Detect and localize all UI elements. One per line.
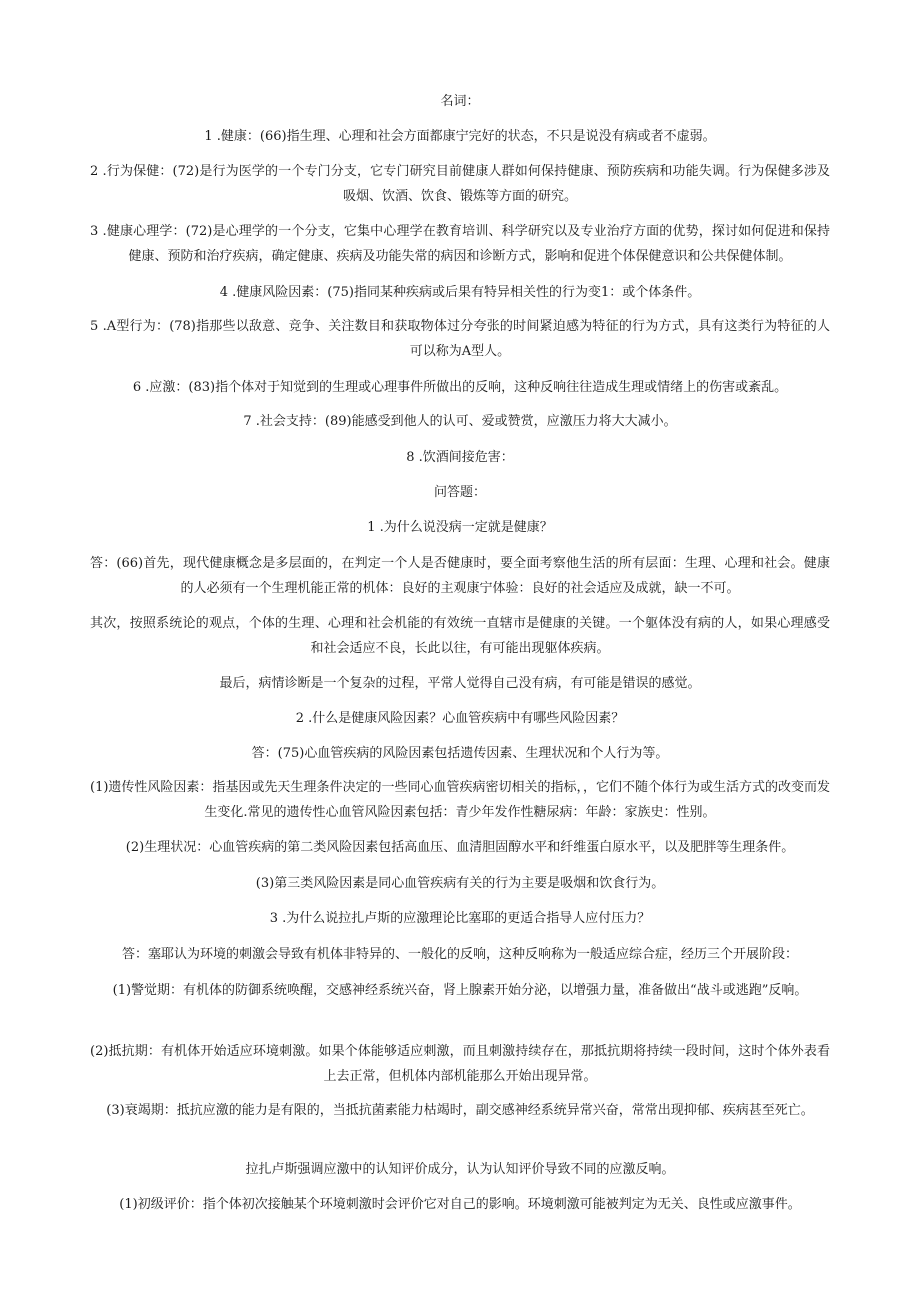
term-5: 5 .A型行为：(78)指那些以敌意、竞争、关注数目和获取物体过分夸张的时间紧迫感为特征的行为方式，具有这类行为特征的人可以称为A型人。 bbox=[90, 319, 830, 359]
answer-2-para-3: (2)生理状况：心血管疾病的第二类风险因素包括高血压、血清胆固醇水平和纤维蛋白原水平，以及肥胖等生理条件。 bbox=[125, 840, 795, 855]
term-7: 7 .社会支持：(89)能感受到他人的认可、爱或赞赏，应激压力将大大减小。 bbox=[243, 414, 677, 429]
heading-terms: 名词： bbox=[440, 94, 480, 109]
question-1: 1 .为什么说没病一定就是健康？ bbox=[367, 520, 553, 535]
term-8: 8 .饮酒间接危害： bbox=[406, 450, 514, 465]
answer-3-para-2: (1)警觉期：有机体的防御系统唤醒，交感神经系统兴奋，肾上腺素开始分泌，以增强力量，准备做出“战斗或逃跑”反响。 bbox=[112, 983, 808, 998]
term-6: 6 .应激：(83)指个体对于知觉到的生理或心理事件所做出的反响，这种反响往往造成生理或情绪上的伤害或紊乱。 bbox=[132, 380, 788, 395]
heading-qa: 问答题： bbox=[433, 485, 486, 500]
term-2: 2 .行为保健：(72)是行为医学的一个专门分支，它专门研究目前健康人群如何保持健康、预防疾病和功能失调。行为保健多涉及吸烟、饮酒、饮食、锻炼等方面的研究。 bbox=[90, 164, 830, 204]
answer-3-para-5: 拉扎卢斯强调应激中的认知评价成分，认为认知评价导致不同的应激反响。 bbox=[245, 1162, 675, 1177]
answer-1-para-3: 最后，病情诊断是一个复杂的过程，平常人觉得自己没有病，有可能是错误的感觉。 bbox=[219, 676, 701, 691]
answer-2-para-1: 答：(75)心血管疾病的风险因素包括遗传因素、生理状况和个人行为等。 bbox=[251, 746, 669, 761]
answer-3-para-3: (2)抵抗期：有机体开始适应环境刺激。如果个体能够适应刺激，而且刺激持续存在，那抵抗期将持续一段时间，这时个体外表看上去正常，但机体内部机能那么开始出现异常。 bbox=[90, 1044, 830, 1084]
term-4: 4 .健康风险因素：(75)指同某种疾病或后果有特异相关性的行为变1：或个体条件。 bbox=[219, 285, 701, 300]
answer-3-para-6: (1)初级评价：指个体初次接触某个环境刺激时会评价它对自己的影响。环境刺激可能被判定为无关、良性或应激事件。 bbox=[119, 1197, 801, 1212]
answer-3-para-1: 答：塞耶认为环境的刺激会导致有机体非特异的、一般化的反响，这种反响称为一般适应综合症，经历三个开展阶段： bbox=[121, 947, 798, 962]
term-3: 3 .健康心理学：(72)是心理学的一个分支，它集中心理学在教育培训、科学研究以及专业治疗方面的优势，探讨如何促进和保持健康、预防和治疗疾病，确定健康、疾病及功能失常的病因和诊断方式，影响和促进个体保健意识和公共保健体制。 bbox=[90, 224, 830, 264]
question-3: 3 .为什么说拉扎卢斯的应激理论比塞耶的更适合指导人应付压力？ bbox=[269, 911, 651, 926]
answer-2-para-2: (1)遗传性风险因素：指基因或先天生理条件决定的一些同心血管疾病密切相关的指标，，它们不随个体行为或生活方式的改变而发生变化.常见的遗传性心血管风险因素包括：青少年发作性糖尿病：年龄：家族史：性别。 bbox=[90, 780, 830, 820]
question-2: 2 .什么是健康风险因素？心血管疾病中有哪些风险因素？ bbox=[295, 711, 625, 726]
answer-1-para-2: 其次，按照系统论的观点，个体的生理、心理和社会机能的有效统一直辖市是健康的关键。一个躯体没有病的人，如果心理感受和社会适应不良，长此以往，有可能出现躯体疾病。 bbox=[90, 616, 830, 656]
answer-2-para-4: (3)第三类风险因素是同心血管疾病有关的行为主要是吸烟和饮食行为。 bbox=[255, 876, 665, 891]
answer-1-para-1: 答：(66)首先，现代健康概念是多层面的，在判定一个人是否健康时，要全面考察他生活的所有层面：生理、心理和社会。健康的人必须有一个生理机能正常的机体：良好的主观康宁体验：良好的社会适应及成就，缺一不可。 bbox=[90, 556, 830, 596]
answer-3-para-4: (3)衰竭期：抵抗应激的能力是有限的，当抵抗菌素能力枯竭时，副交感神经系统异常兴奋，常常出现抑郁、疾病甚至死亡。 bbox=[106, 1103, 814, 1118]
term-1: 1 .健康：(66)指生理、心理和社会方面都康宁完好的状态，不只是说没有病或者不虚弱。 bbox=[204, 129, 716, 144]
